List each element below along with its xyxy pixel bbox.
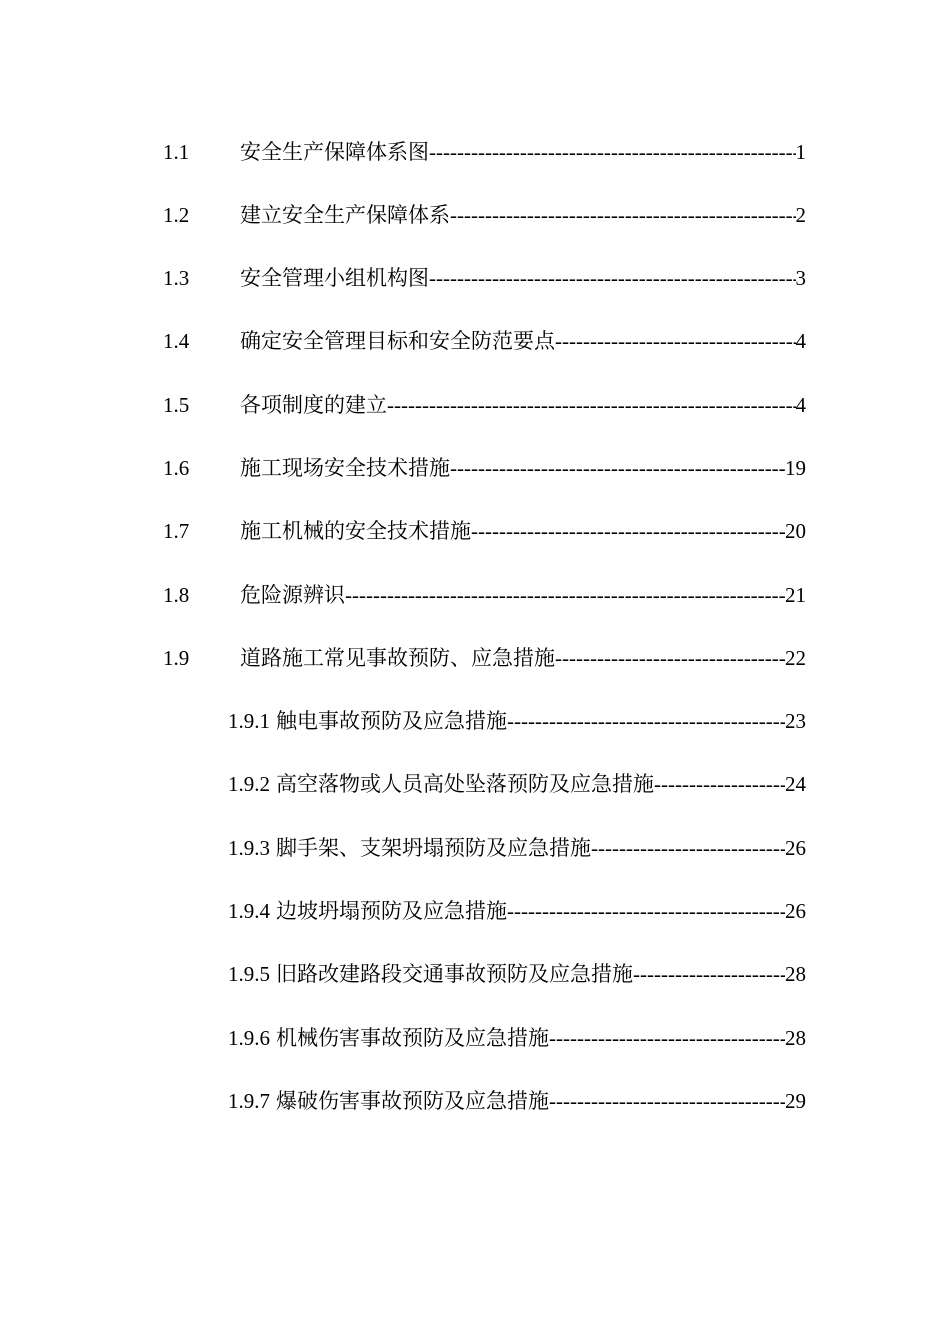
toc-entry-page: 2 (795, 203, 806, 227)
dot-leader (429, 137, 796, 167)
dot-leader (507, 896, 785, 926)
dot-leader (450, 453, 785, 483)
toc-entry-title: 施工机械的安全技术措施 (240, 519, 471, 543)
toc-subentry-number: 1.9.7 (228, 1089, 270, 1113)
toc-subentry-1-9-5[interactable] (228, 959, 806, 989)
toc-entry-page: 20 (785, 519, 806, 543)
toc-subentry-1-9-7[interactable] (228, 1086, 806, 1116)
toc-subentry-1-9-2[interactable] (228, 769, 806, 799)
toc-subentry-page: 28 (785, 1026, 806, 1050)
toc-entry-title: 道路施工常见事故预防、应急措施 (240, 646, 555, 670)
dot-leader (591, 833, 785, 863)
toc-subentry-page: 29 (785, 1089, 806, 1113)
toc-subentry-page: 26 (785, 899, 806, 923)
toc-subentry-number: 1.9.6 (228, 1026, 270, 1050)
toc-entry-title: 安全管理小组机构图 (240, 266, 429, 290)
toc-subentry-title: 高空落物或人员高处坠落预防及应急措施 (276, 772, 654, 796)
dot-leader (450, 200, 796, 230)
toc-entry-number: 1.9 (163, 646, 190, 670)
toc-subentry-1-9-6[interactable] (228, 1023, 806, 1053)
toc-entry-1-6[interactable] (163, 453, 806, 483)
dot-leader (555, 326, 796, 356)
toc-subentry-title: 爆破伤害事故预防及应急措施 (276, 1089, 549, 1113)
dot-leader (549, 1086, 785, 1116)
toc-entry-1-9[interactable] (163, 643, 806, 673)
toc-subentry-number: 1.9.5 (228, 962, 270, 986)
toc-subentry-page: 26 (785, 836, 806, 860)
dot-leader (387, 390, 796, 420)
toc-entry-title: 各项制度的建立 (240, 393, 387, 417)
toc-entry-1-7[interactable] (163, 516, 806, 546)
toc-entry-1-1[interactable] (163, 137, 806, 167)
toc-subentry-title: 机械伤害事故预防及应急措施 (276, 1026, 549, 1050)
toc-entry-page: 19 (785, 456, 806, 480)
toc-subentry-title: 脚手架、支架坍塌预防及应急措施 (276, 836, 591, 860)
toc-entry-page: 21 (785, 583, 806, 607)
toc-entry-number: 1.7 (163, 519, 190, 543)
dot-leader (429, 263, 796, 293)
toc-subentry-title: 旧路改建路段交通事故预防及应急措施 (276, 962, 633, 986)
dot-leader (555, 643, 785, 673)
dot-leader (345, 580, 785, 610)
toc-entry-title: 施工现场安全技术措施 (240, 456, 450, 480)
toc-entry-1-8[interactable] (163, 580, 806, 610)
toc-subentry-page: 24 (785, 772, 806, 796)
toc-entry-number: 1.8 (163, 583, 190, 607)
dot-leader (507, 706, 785, 736)
toc-entry-title: 确定安全管理目标和安全防范要点 (240, 329, 555, 353)
toc-entry-1-3[interactable] (163, 263, 806, 293)
toc-subentry-number: 1.9.2 (228, 772, 270, 796)
toc-subentry-number: 1.9.4 (228, 899, 270, 923)
toc-entry-page: 22 (785, 646, 806, 670)
toc-entry-number: 1.2 (163, 203, 190, 227)
toc-subentry-page: 28 (785, 962, 806, 986)
toc-entry-page: 4 (795, 329, 806, 353)
toc-subentry-number: 1.9.1 (228, 709, 270, 733)
toc-entry-1-5[interactable] (163, 390, 806, 420)
toc-entry-number: 1.1 (163, 140, 190, 164)
dot-leader (633, 959, 785, 989)
toc-subentry-title: 触电事故预防及应急措施 (276, 709, 507, 733)
dot-leader (654, 769, 785, 799)
toc-entry-number: 1.4 (163, 329, 190, 353)
toc-subentry-page: 23 (785, 709, 806, 733)
dot-leader (471, 516, 785, 546)
toc-entry-page: 1 (795, 140, 806, 164)
toc-entry-1-2[interactable] (163, 200, 806, 230)
toc-entry-title: 危险源辨识 (240, 583, 345, 607)
dot-leader (549, 1023, 785, 1053)
toc-entry-number: 1.6 (163, 456, 190, 480)
toc-subentry-number: 1.9.3 (228, 836, 270, 860)
toc-subentry-1-9-1[interactable] (228, 706, 806, 736)
toc-entry-title: 安全生产保障体系图 (240, 140, 429, 164)
toc-entry-1-4[interactable] (163, 326, 806, 356)
toc-entry-page: 3 (795, 266, 806, 290)
toc-entry-title: 建立安全生产保障体系 (240, 203, 450, 227)
toc-subentry-1-9-4[interactable] (228, 896, 806, 926)
toc-subentry-1-9-3[interactable] (228, 833, 806, 863)
toc-subentry-title: 边坡坍塌预防及应急措施 (276, 899, 507, 923)
toc-entry-number: 1.5 (163, 393, 190, 417)
toc-entry-number: 1.3 (163, 266, 190, 290)
toc-entry-page: 4 (795, 393, 806, 417)
